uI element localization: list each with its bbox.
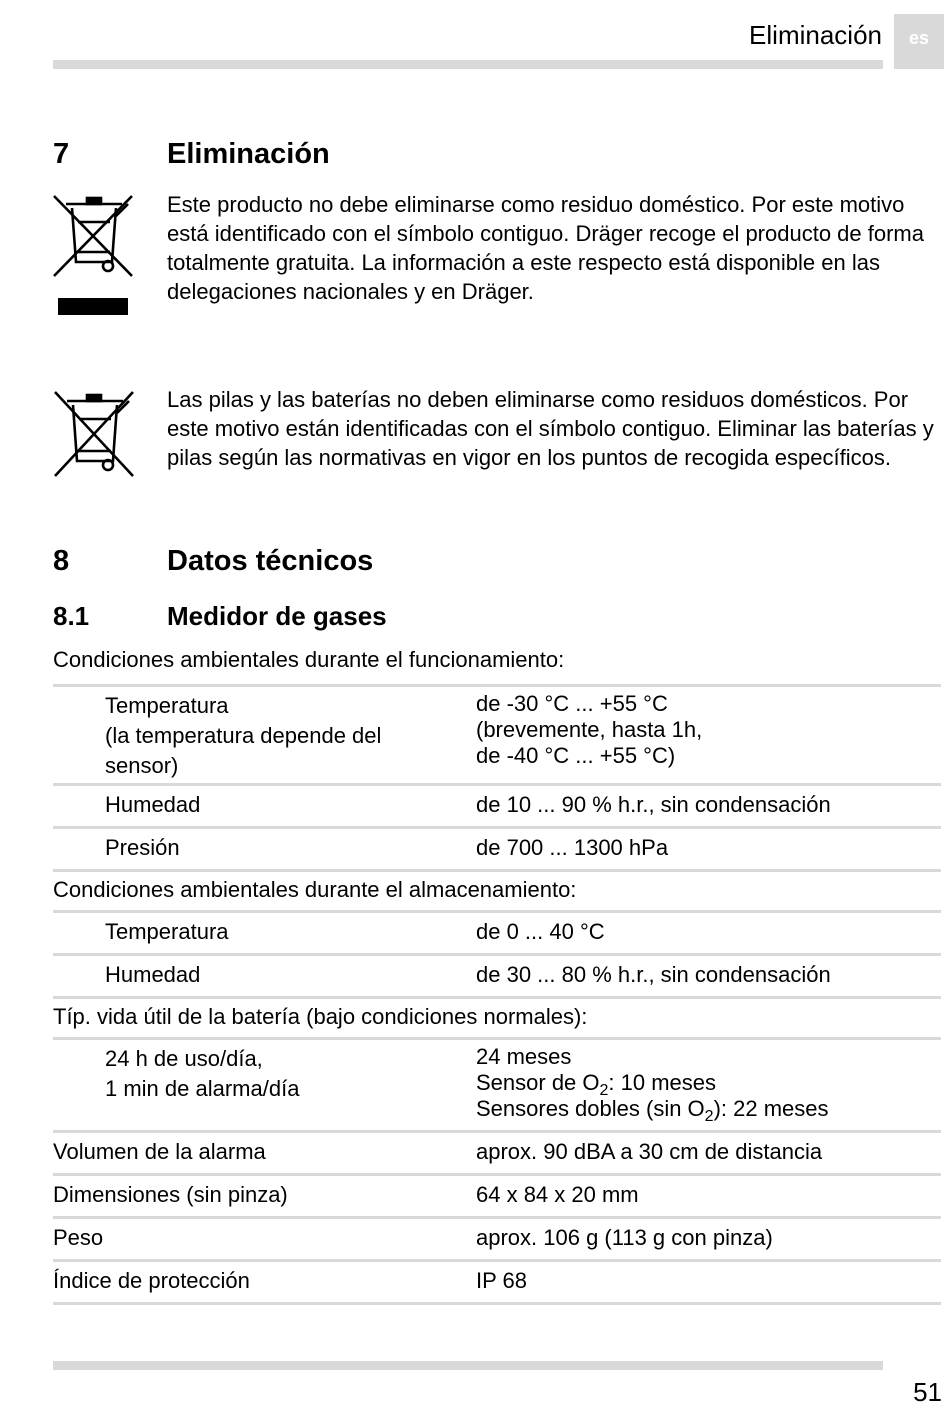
row-label: Presión <box>105 835 180 860</box>
battery-disposal-paragraph: Las pilas y las baterías no deben eliminarse como residuos domésticos. Por este motivo están identificadas con el símbolo contiguo. Eliminar las baterías y pilas según las normativas en vigor en los puntos de recogida específicos. <box>167 387 934 470</box>
table-row <box>53 956 941 996</box>
page-number: 51 <box>913 1377 942 1407</box>
row-value: 24 meses Sensor de $O_2$: 10 meses Sensores dobles (sin $O_2$): 22 meses <box>476 1044 829 1125</box>
table-row <box>53 1133 941 1173</box>
row-value: aprox. 90 dBA a 30 cm de distancia <box>476 1139 823 1164</box>
table-row <box>53 687 941 783</box>
table-group-row <box>53 999 941 1037</box>
table-row <box>53 1176 941 1216</box>
language-tab: es <box>894 14 944 69</box>
group-label: Condiciones ambientales durante el almacenamiento: <box>53 877 577 902</box>
row-label: 24 h de uso/día, 1 min de alarma/día <box>105 1046 300 1101</box>
row-value: de 30 ... 80 % h.r., sin condensación <box>476 962 831 987</box>
row-label: Dimensiones (sin pinza) <box>53 1182 288 1207</box>
spec-table <box>53 646 941 1305</box>
row-label: Humedad <box>105 962 201 987</box>
row-value: de 10 ... 90 % h.r., sin condensación <box>476 792 831 817</box>
row-label: Temperatura (la temperatura depende del sensor) <box>105 693 382 778</box>
row-label: Índice de protección <box>53 1268 250 1293</box>
section-8-title: Datos técnicos <box>167 545 374 577</box>
group-label: Condiciones ambientales durante el funcionamiento: <box>53 647 565 672</box>
table-row <box>53 913 941 953</box>
crossed-bin-icon <box>52 194 134 318</box>
table-group-row <box>53 872 941 910</box>
group-label: Típ. vida útil de la batería (bajo condiciones normales): <box>53 1004 588 1029</box>
section-8-number: 8 <box>53 545 70 577</box>
table-row <box>53 1262 941 1302</box>
row-value: aprox. 106 g (113 g con pinza) <box>476 1225 773 1250</box>
running-header-title: Eliminación <box>749 20 882 50</box>
section-8-1-title: Medidor de gases <box>167 601 387 631</box>
row-value: de -30 °C ... +55 °C (brevemente, hasta 1h, de -40 °C ... +55 °C) <box>476 691 703 768</box>
header-rule <box>53 60 883 69</box>
crossed-bin-icon <box>52 389 136 479</box>
table-row <box>53 1040 941 1130</box>
table-row <box>53 1219 941 1259</box>
disposal-paragraph: Este producto no debe eliminarse como residuo doméstico. Por este motivo está identificado con el símbolo contiguo. Dräger recoge el producto de forma totalmente gratuita. La información a este respecto está disponible en las delegaciones nacionales y en Dräger. <box>167 192 924 304</box>
table-row <box>53 829 941 869</box>
row-value: 64 x 84 x 20 mm <box>476 1182 639 1207</box>
table-group-row <box>53 646 941 684</box>
row-label: Peso <box>53 1225 104 1250</box>
table-row <box>53 786 941 826</box>
row-value: de 0 ... 40 °C <box>476 919 605 944</box>
row-label: Temperatura <box>105 919 229 944</box>
section-7-title: Eliminación <box>167 138 330 170</box>
section-7-number: 7 <box>53 138 70 170</box>
footer-rule <box>53 1361 883 1370</box>
row-label: Volumen de la alarma <box>53 1139 266 1164</box>
row-value: IP 68 <box>476 1268 527 1293</box>
row-label: Humedad <box>105 792 201 817</box>
section-8-1-number: 8.1 <box>53 601 90 631</box>
row-value: de 700 ... 1300 hPa <box>476 835 669 860</box>
table-divider <box>53 1302 941 1305</box>
